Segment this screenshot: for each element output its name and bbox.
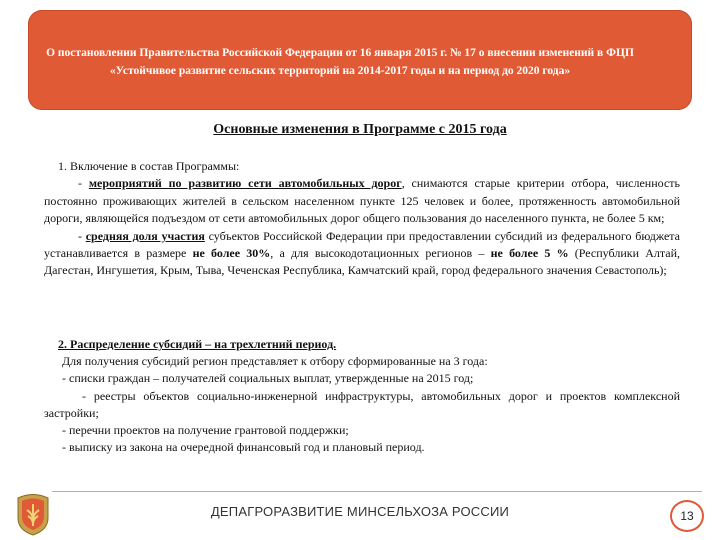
section-1-bullet-share: - средняя доля участия субъектов Российской Федерации при предоставлении субсидий из федерального бюджета устанавливается в размере не более 30%, а для высокодотационных регионов – не более 5 % (Республики Алтай, Дагестан, Ингушетия, Крым, Тыва, Чеченская Республика, Камчатский край, город федерального значения Севастополь); [44, 228, 680, 278]
list-item: - реестры объектов социально-инженерной инфраструктуры, автомобильных дорог и проектов комплексной застройки; [44, 388, 680, 420]
footer-org: ДЕПАГРОРАЗВИТИЕ МИНСЕЛЬХОЗА РОССИИ [210, 504, 510, 519]
header-title: О постановлении Правительства Российской Федерации от 16 января 2015 г. № 17 о внесении изменений в ФЦП «Устойчивое развитие сельских территорий на 2014-2017 годы и на период до 2020 года» [46, 47, 634, 77]
list-item: - перечни проектов на получение грантовой поддержки; [62, 423, 349, 438]
limit-5: не более 5 % [490, 246, 569, 261]
section-1 [44, 158, 680, 280]
list-item: - выписку из закона на очередной финансовый год и плановый период. [62, 440, 425, 455]
section-2-heading: 2. Распределение субсидий – на трехлетний период. [58, 337, 337, 351]
footer-divider [52, 491, 702, 492]
page-number: 13 [670, 500, 704, 532]
limit-30: не более 30% [192, 246, 271, 261]
share-highlight: средняя доля участия [85, 228, 205, 243]
page-title: Основные изменения в Программе с 2015 года [213, 122, 507, 137]
roads-highlight: мероприятий по развитию сети автомобильных дорог [88, 176, 402, 191]
section-1-bullet-roads: - мероприятий по развитию сети автомобильных дорог, снимаются старые критерии отбора, численность постоянно проживающих жителей в сельском населенном пункте 125 человек и более, протяженность автомобильной дороги, являющейся подъездом от сети автомобильных дорог общего пользования до населенного пункта, не более 5 км; [44, 176, 680, 226]
section-2 [44, 336, 680, 456]
list-item: - списки граждан – получателей социальных выплат, утвержденные на 2015 год; [62, 371, 474, 386]
section-1-heading: 1. Включение в состав Программы: [58, 159, 240, 173]
section-2-intro: Для получения субсидий регион представляет к отбору сформированные на 3 года: [62, 354, 488, 369]
